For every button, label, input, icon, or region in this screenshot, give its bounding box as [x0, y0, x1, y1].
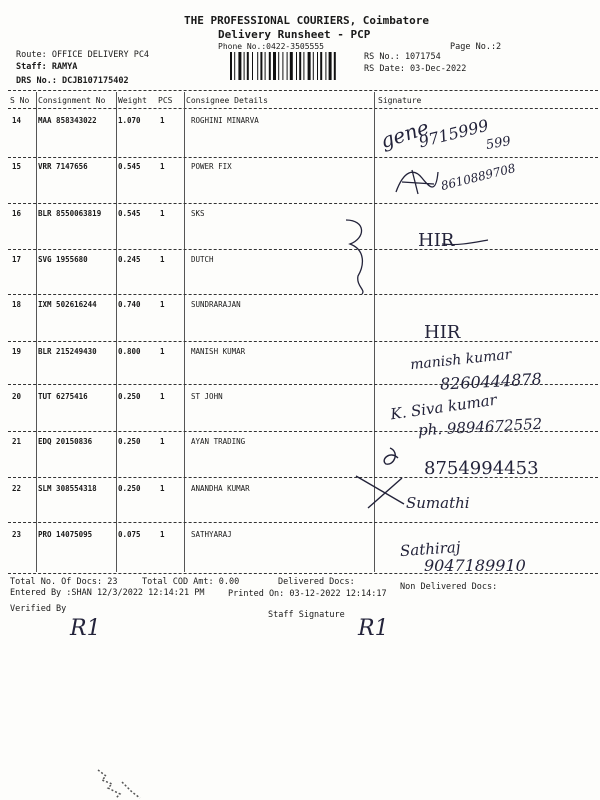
- row-consignment: SLM 308554318: [38, 484, 97, 493]
- row-divider: [8, 157, 598, 158]
- row-weight: 0.250: [118, 392, 141, 401]
- scribbled-signature-mark: [392, 164, 442, 198]
- row-consignment: IXM 502616244: [38, 300, 97, 309]
- row-consignment: EDQ 20150836: [38, 437, 93, 446]
- handwritten-phone: ph. 9894672552: [417, 414, 543, 440]
- handwritten-signature: HIR: [424, 322, 461, 343]
- row-weight: 0.740: [118, 300, 141, 309]
- barcode-bar: [252, 52, 253, 80]
- row-consignee: ROGHINI MINARVA: [191, 116, 259, 125]
- verified-by-label: Verified By: [10, 604, 67, 614]
- barcode-bar: [334, 52, 336, 80]
- handwritten-name: K. Siva kumar: [389, 390, 498, 424]
- entered-by: Entered By :SHAN 12/3/2022 12:14:21 PM: [10, 588, 205, 598]
- handwritten-signature: gene: [377, 114, 432, 154]
- rs-number: RS No.: 1071754: [364, 52, 441, 62]
- row-sno: 19: [12, 347, 22, 356]
- row-consignee: SATHYARAJ: [191, 530, 232, 539]
- verified-signature: R1: [70, 616, 101, 641]
- company-name: THE PROFESSIONAL COURIERS, Coimbatore: [184, 14, 430, 27]
- barcode-bar: [269, 52, 271, 80]
- handwritten-name: manish kumar: [409, 346, 513, 374]
- row-divider: [8, 522, 598, 523]
- col-consignee: Consignee Details: [186, 96, 268, 105]
- column-separator: [116, 92, 117, 572]
- barcode-bar: [234, 52, 235, 80]
- barcode-bar: [296, 52, 297, 80]
- row-pcs: 1: [160, 392, 165, 401]
- barcode-bar: [287, 52, 288, 80]
- row-pcs: 1: [160, 347, 165, 356]
- row-sno: 15: [12, 162, 22, 171]
- staff-signature-label: Staff Signature: [268, 610, 345, 620]
- header-divider: [8, 90, 598, 91]
- drs-number: DRS No.: DCJB107175402: [16, 76, 129, 86]
- handwritten-phone: 8260444878: [439, 369, 543, 394]
- row-divider: [8, 341, 598, 342]
- col-weight: Weight: [118, 96, 147, 105]
- row-sno: 14: [12, 116, 22, 125]
- handwritten-signature: HIR: [418, 230, 455, 251]
- handwritten-name: Sumathi: [406, 494, 470, 512]
- barcode-bar: [329, 52, 332, 80]
- row-weight: 0.545: [118, 209, 141, 218]
- row-weight: 0.800: [118, 347, 141, 356]
- signature-flourish: [440, 234, 490, 248]
- col-signature: Signature: [378, 96, 422, 105]
- row-weight: 0.245: [118, 255, 141, 264]
- row-pcs: 1: [160, 437, 165, 446]
- document-title: Delivery Runsheet - PCP: [218, 28, 371, 41]
- barcode-bar: [290, 52, 293, 80]
- row-sno: 23: [12, 530, 22, 539]
- row-consignee: ANANDHA KUMAR: [191, 484, 250, 493]
- barcode-bar: [247, 52, 249, 80]
- row-weight: 0.250: [118, 484, 141, 493]
- staff-signature: R1: [358, 616, 389, 641]
- barcode-bar: [320, 52, 322, 80]
- non-delivered-docs: Non Delivered Docs:: [400, 582, 498, 592]
- col-pcs: PCS: [158, 96, 173, 105]
- handwritten-phone: 9047189910: [424, 556, 526, 575]
- handwritten-phone: 8754994453: [424, 458, 539, 479]
- barcode-image: [230, 52, 358, 80]
- row-consignee: SKS: [191, 209, 205, 218]
- row-sno: 18: [12, 300, 22, 309]
- barcode-bar: [273, 52, 276, 80]
- row-weight: 0.075: [118, 530, 141, 539]
- row-sno: 22: [12, 484, 22, 493]
- rs-date: RS Date: 03-Dec-2022: [364, 64, 467, 74]
- row-pcs: 1: [160, 484, 165, 493]
- row-consignee: ST JOHN: [191, 392, 223, 401]
- handwritten-phone: 9715999: [416, 115, 491, 152]
- staff-label: Staff: RAMYA: [16, 62, 78, 72]
- row-consignee: AYAN TRADING: [191, 437, 246, 446]
- col-sno: S No: [10, 96, 30, 105]
- column-separator: [36, 92, 37, 572]
- row-consignment: TUT 6275416: [38, 392, 88, 401]
- row-consignment: SVG 1955680: [38, 255, 88, 264]
- row-sno: 17: [12, 255, 22, 264]
- barcode-bar: [238, 52, 241, 80]
- col-consignment: Consignment No: [38, 96, 106, 105]
- barcode-bar: [282, 52, 283, 80]
- barcode-bar: [308, 52, 311, 80]
- barcode-bar: [317, 52, 318, 80]
- barcode-bar: [303, 52, 304, 80]
- row-consignment: PRO 14075095: [38, 530, 93, 539]
- total-docs: Total No. Of Docs: 23: [10, 577, 118, 587]
- barcode-bar: [230, 52, 232, 80]
- curly-brace-mark: [336, 216, 370, 296]
- route-label: Route: OFFICE DELIVERY PC4: [16, 50, 150, 60]
- page-number: Page No.:2: [450, 42, 502, 52]
- row-consignment: VRR 7147656: [38, 162, 88, 171]
- row-consignee: POWER FIX: [191, 162, 232, 171]
- row-pcs: 1: [160, 162, 165, 171]
- barcode-bar: [299, 52, 301, 80]
- row-consignee: DUTCH: [191, 255, 214, 264]
- row-pcs: 1: [160, 300, 165, 309]
- printed-on: Printed On: 03-12-2022 12:14:17: [228, 589, 387, 599]
- barcode-bar: [257, 52, 258, 80]
- row-weight: 1.070: [118, 116, 141, 125]
- row-weight: 0.545: [118, 162, 141, 171]
- column-separator: [184, 92, 185, 572]
- row-pcs: 1: [160, 209, 165, 218]
- row-consignment: BLR 215249430: [38, 347, 97, 356]
- row-divider: [8, 294, 598, 295]
- barcode-bar: [325, 52, 326, 80]
- barcode-bar: [265, 52, 266, 80]
- handwritten-phone: 8610889708: [439, 160, 517, 194]
- total-cod-amount: Total COD Amt: 0.00: [142, 577, 240, 587]
- row-consignee: MANISH KUMAR: [191, 347, 246, 356]
- row-pcs: 1: [160, 255, 165, 264]
- phone-number: Phone No.:0422-3505555: [218, 42, 324, 51]
- row-sno: 21: [12, 437, 22, 446]
- scan-artifact-mark: [96, 768, 142, 800]
- column-header-divider: [8, 108, 598, 109]
- barcode-bar: [278, 52, 279, 80]
- barcode-bar: [244, 52, 245, 80]
- row-divider: [8, 249, 598, 250]
- row-weight: 0.250: [118, 437, 141, 446]
- row-sno: 16: [12, 209, 22, 218]
- row-consignment: MAA 858343022: [38, 116, 97, 125]
- barcode-bar: [260, 52, 262, 80]
- row-pcs: 1: [160, 530, 165, 539]
- row-consignee: SUNDRARAJAN: [191, 300, 241, 309]
- handwritten-name: Sathiraj: [399, 537, 462, 561]
- barcode-bar: [313, 52, 314, 80]
- row-consignment: BLR 8550063819: [38, 209, 102, 218]
- row-pcs: 1: [160, 116, 165, 125]
- row-divider: [8, 203, 598, 204]
- handwritten-phone: 599: [484, 133, 512, 154]
- delivered-docs: Delivered Docs:: [278, 577, 355, 587]
- row-sno: 20: [12, 392, 22, 401]
